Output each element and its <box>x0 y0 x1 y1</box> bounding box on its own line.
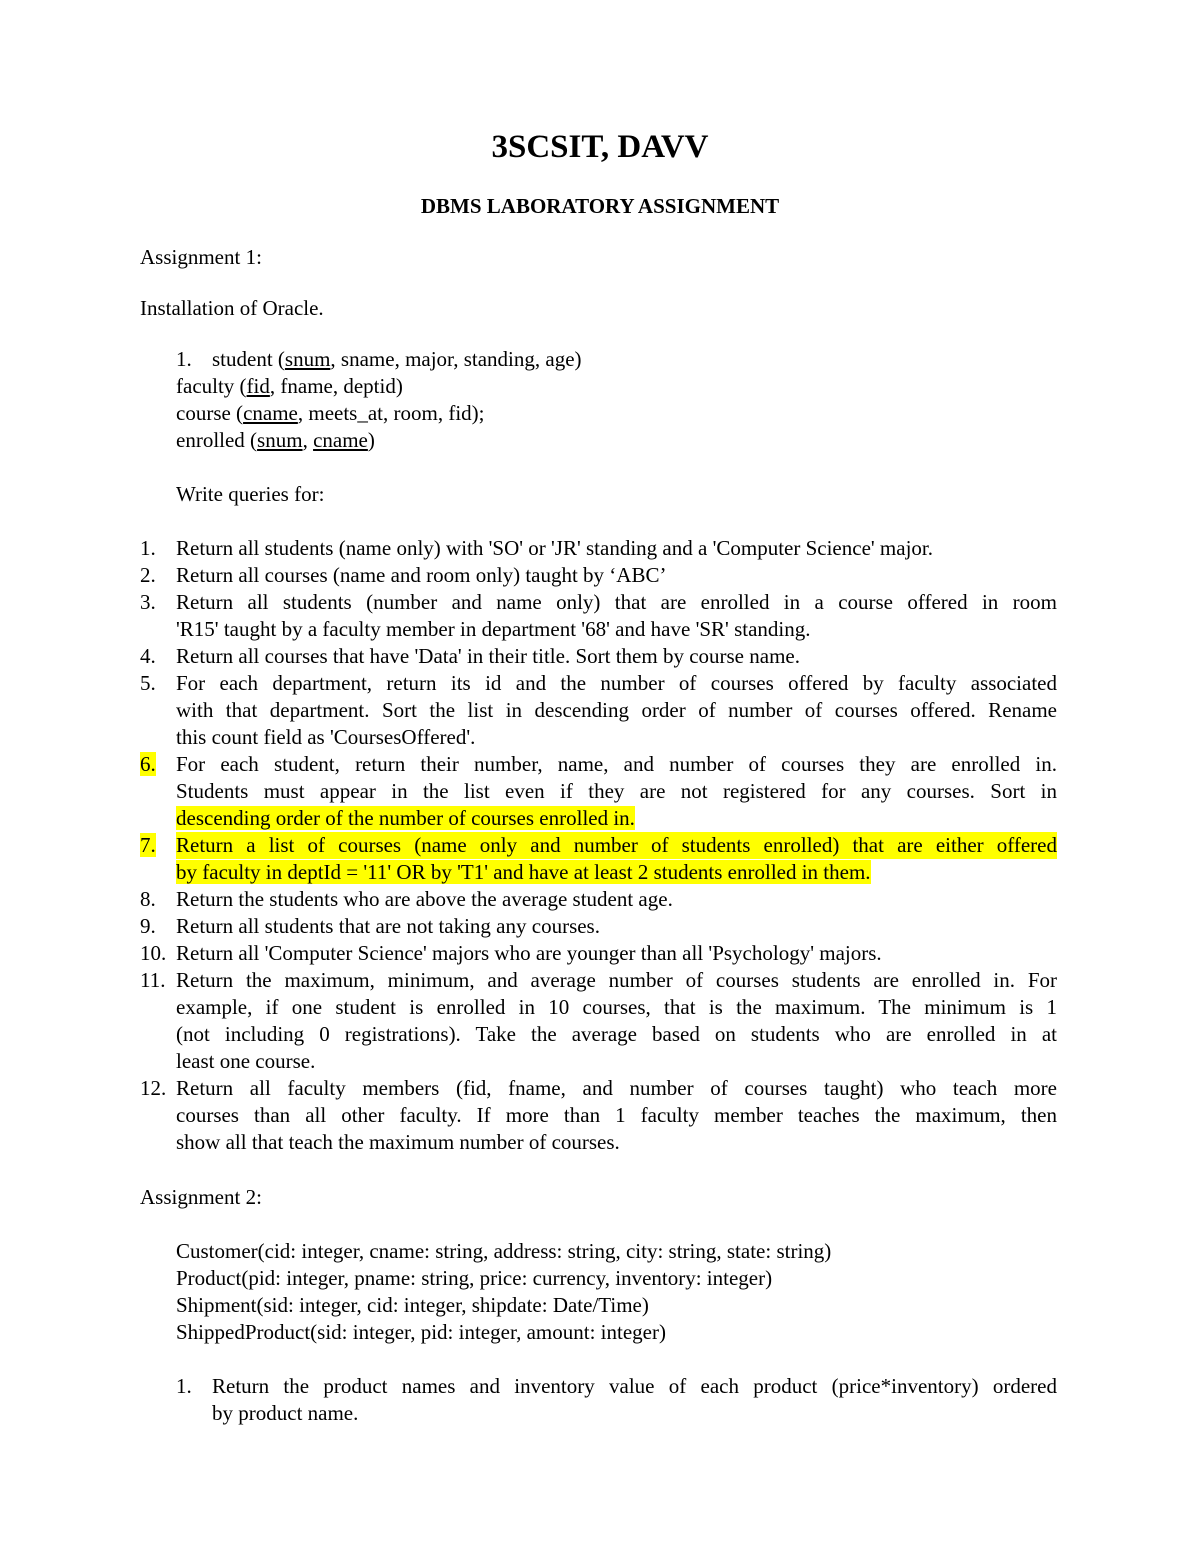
query-number <box>140 832 156 859</box>
query-line: (not including 0 registrations). Take the average based on students who are enrolled in at <box>176 1022 1057 1046</box>
query-line: Return all students (number and name only) that are enrolled in a course offered in room <box>176 590 1057 614</box>
query-number-highlight: 7. <box>140 833 156 857</box>
query-line: show all that teach the maximum number of courses. <box>176 1130 620 1154</box>
schema-enrolled <box>176 427 375 454</box>
query-number: 9. <box>140 914 156 938</box>
query-text <box>176 562 1057 589</box>
schema-student-prefix: student ( <box>212 347 285 371</box>
query-text <box>176 913 1057 940</box>
query-line <box>176 805 1057 832</box>
query-number: 11. <box>140 968 166 992</box>
query-number: 1. <box>176 1374 192 1398</box>
query-number: 10. <box>140 941 167 965</box>
query-line: Students must appear in the list even if they are not registered for any courses. Sort in <box>176 779 1057 803</box>
query-line-highlight: by faculty in deptId = '11' OR by 'T1' and have at least 2 students enrolled in them. <box>176 860 871 884</box>
query-text <box>176 589 1057 643</box>
query-line: Return all students that are not taking any courses. <box>176 914 600 938</box>
query-line-highlight: Return a list of courses (name only and number of students enrolled) that are either offered <box>176 833 1057 857</box>
query-text <box>176 535 1057 562</box>
page-subtitle: DBMS LABORATORY ASSIGNMENT <box>420 194 780 218</box>
query-line: Return all courses that have 'Data' in their title. Sort them by course name. <box>176 644 800 668</box>
query-number: 12. <box>140 1076 167 1100</box>
query-number <box>140 751 156 778</box>
schema-number: 1. <box>176 347 192 371</box>
page-title: 3SCSIT, DAVV <box>491 129 709 165</box>
query-text <box>176 832 1057 886</box>
write-queries-label: Write queries for: <box>176 482 325 506</box>
query-line: Return all courses (name and room only) taught by ‘ABC’ <box>176 563 667 587</box>
query-number: 2. <box>140 563 156 587</box>
query-text <box>176 967 1057 1075</box>
schema-faculty-rest: , fname, deptid) <box>269 374 403 398</box>
schema-enrolled-key-2: cname <box>313 428 368 452</box>
query-text <box>176 670 1057 751</box>
query-line-highlight: descending order of the number of courses enrolled in. <box>176 806 635 830</box>
schema-student <box>212 346 582 373</box>
query-line: with that department. Sort the list in descending order of number of courses offered. Rename <box>176 698 1057 722</box>
schema-faculty-key: fid <box>246 374 270 398</box>
query-text <box>176 940 1057 967</box>
query-number: 3. <box>140 590 156 614</box>
schema-course <box>176 400 484 427</box>
schema-enrolled-rest: ) <box>367 428 375 452</box>
schema-faculty-prefix: faculty ( <box>176 374 247 398</box>
schema-course-prefix: course ( <box>176 401 244 425</box>
query-number: 8. <box>140 887 156 911</box>
query-line: Return the product names and inventory value of each product (price*inventory) ordered <box>212 1374 1057 1398</box>
query-line: this count field as 'CoursesOffered'. <box>176 725 476 749</box>
query-line: courses than all other faculty. If more than 1 faculty member teaches the maximum, then <box>176 1103 1057 1127</box>
schema-enrolled-key-1: snum <box>257 428 303 452</box>
schema-course-rest: , meets_at, room, fid); <box>297 401 485 425</box>
query-line <box>176 859 1057 886</box>
query-number: 4. <box>140 644 156 668</box>
query-text <box>176 751 1057 832</box>
query-line: Return all 'Computer Science' majors who are younger than all 'Psychology' majors. <box>176 941 882 965</box>
schema-line: Shipment(sid: integer, cid: integer, shipdate: Date/Time) <box>176 1293 649 1317</box>
schema-enrolled-prefix: enrolled ( <box>176 428 258 452</box>
query-line: For each department, return its id and the number of courses offered by faculty associated <box>176 671 1057 695</box>
query-line: Return the maximum, minimum, and average number of courses students are enrolled in. For <box>176 968 1057 992</box>
query-line: Return the students who are above the average student age. <box>176 887 673 911</box>
schema-enrolled-sep: , <box>302 428 314 452</box>
query-line: 'R15' taught by a faculty member in department '68' and have 'SR' standing. <box>176 617 811 641</box>
schema-line: Customer(cid: integer, cname: string, address: string, city: string, state: string) <box>176 1239 832 1263</box>
assignment-1-intro: Installation of Oracle. <box>140 296 324 320</box>
query-text <box>176 1075 1057 1156</box>
query-line: Return all faculty members (fid, fname, and number of courses taught) who teach more <box>176 1076 1057 1100</box>
query-line: least one course. <box>176 1049 316 1073</box>
query-number: 1. <box>140 536 156 560</box>
query-text <box>212 1373 1057 1427</box>
query-number-highlight: 6. <box>140 752 156 776</box>
query-text <box>176 886 1057 913</box>
schema-line: ShippedProduct(sid: integer, pid: integer, amount: integer) <box>176 1320 666 1344</box>
schema-faculty <box>176 373 403 400</box>
query-text <box>176 643 1057 670</box>
schema-student-key: snum <box>284 347 331 371</box>
schema-student-rest: , sname, major, standing, age) <box>330 347 582 371</box>
assignment-2-heading: Assignment 2: <box>140 1185 262 1209</box>
query-number: 5. <box>140 671 156 695</box>
query-line: example, if one student is enrolled in 10 courses, that is the maximum. The minimum is 1 <box>176 995 1057 1019</box>
schema-line: Product(pid: integer, pname: string, price: currency, inventory: integer) <box>176 1266 773 1290</box>
query-line: by product name. <box>212 1401 359 1425</box>
schema-course-key: cname <box>243 401 298 425</box>
query-line: For each student, return their number, name, and number of courses they are enrolled in. <box>176 752 1057 776</box>
query-line: Return all students (name only) with 'SO' or 'JR' standing and a 'Computer Science' major. <box>176 536 933 560</box>
assignment-1-heading: Assignment 1: <box>140 245 262 269</box>
